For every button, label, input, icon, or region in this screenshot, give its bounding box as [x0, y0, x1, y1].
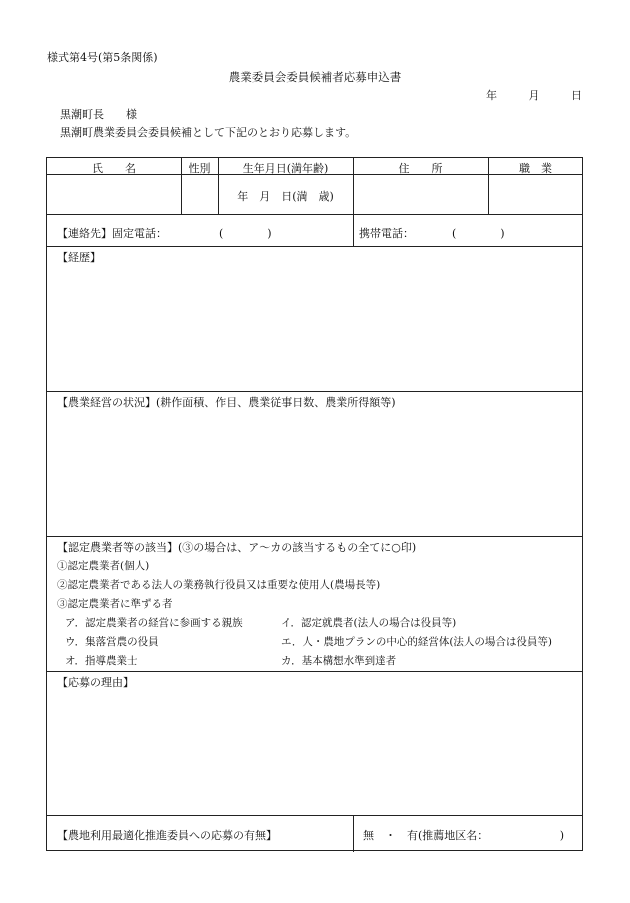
divider	[47, 671, 582, 672]
date-line	[458, 87, 582, 103]
header-name: 氏 名	[92, 162, 136, 175]
divider	[47, 536, 582, 537]
birthdate-template: 年 月 日(満 歳)	[237, 190, 334, 203]
option-e: エ．人・農地プランの中心的経営体(法人の場合は役員等)	[281, 636, 553, 648]
option-a: ア．認定農業者の経営に参画する親族	[65, 617, 243, 629]
divider	[353, 815, 354, 852]
option-u: ウ．集落営農の役員	[65, 636, 159, 648]
landline-label: 【連絡先】固定電話：	[57, 227, 167, 240]
application-form-table	[46, 157, 583, 851]
header-address: 住 所	[398, 162, 443, 175]
divider	[47, 246, 582, 247]
landline-paren: ( )	[219, 227, 272, 240]
option-1: ①認定農業者(個人)	[57, 560, 150, 572]
career-heading: 【経歴】	[57, 251, 101, 264]
mobile-label: 携帯電話：	[359, 227, 414, 240]
date-month: 月	[528, 89, 540, 102]
option-i: イ．認定就農者(法人の場合は役員等)	[281, 617, 457, 629]
reason-heading: 【応募の理由】	[57, 676, 134, 689]
option-o: オ．指導農業士	[65, 655, 138, 667]
option-3: ③認定農業者に準ずる者	[57, 598, 173, 610]
header-birthdate: 生年月日(満年齢)	[242, 162, 329, 175]
farming-status-heading: 【農業経営の状況】(耕作面積、作目、農業従事日数、農業所得額等)	[57, 396, 396, 409]
application-statement: 黒潮町農業委員会委員候補として下記のとおり応募します。	[60, 126, 357, 139]
divider	[47, 815, 582, 816]
header-occupation: 職 業	[519, 162, 552, 175]
divider	[47, 214, 582, 215]
certified-farmer-heading: 【認定農業者等の該当】(③の場合は、ア～カの該当するもの全てに○印)	[57, 541, 417, 554]
mobile-paren: ( )	[452, 227, 505, 240]
option-2: ②認定農業者である法人の業務執行役員又は重要な使用人(農場長等)	[57, 579, 381, 591]
promotion-committee-heading: 【農地利用最適化推進委員への応募の有無】	[57, 829, 277, 842]
date-day: 日	[571, 89, 582, 102]
form-number-label: 様式第4号(第5条関係)	[47, 51, 158, 64]
promotion-committee-answer: 無 ・ 有(推薦地区名： )	[363, 829, 565, 842]
divider	[47, 391, 582, 392]
addressee: 黒潮町長 様	[60, 108, 137, 121]
header-gender: 性別	[188, 162, 211, 175]
option-ka: カ．基本構想水準到達者	[281, 655, 397, 667]
date-year: 年	[486, 89, 497, 102]
document-title: 農業委員会委員候補者応募申込書	[228, 70, 402, 84]
